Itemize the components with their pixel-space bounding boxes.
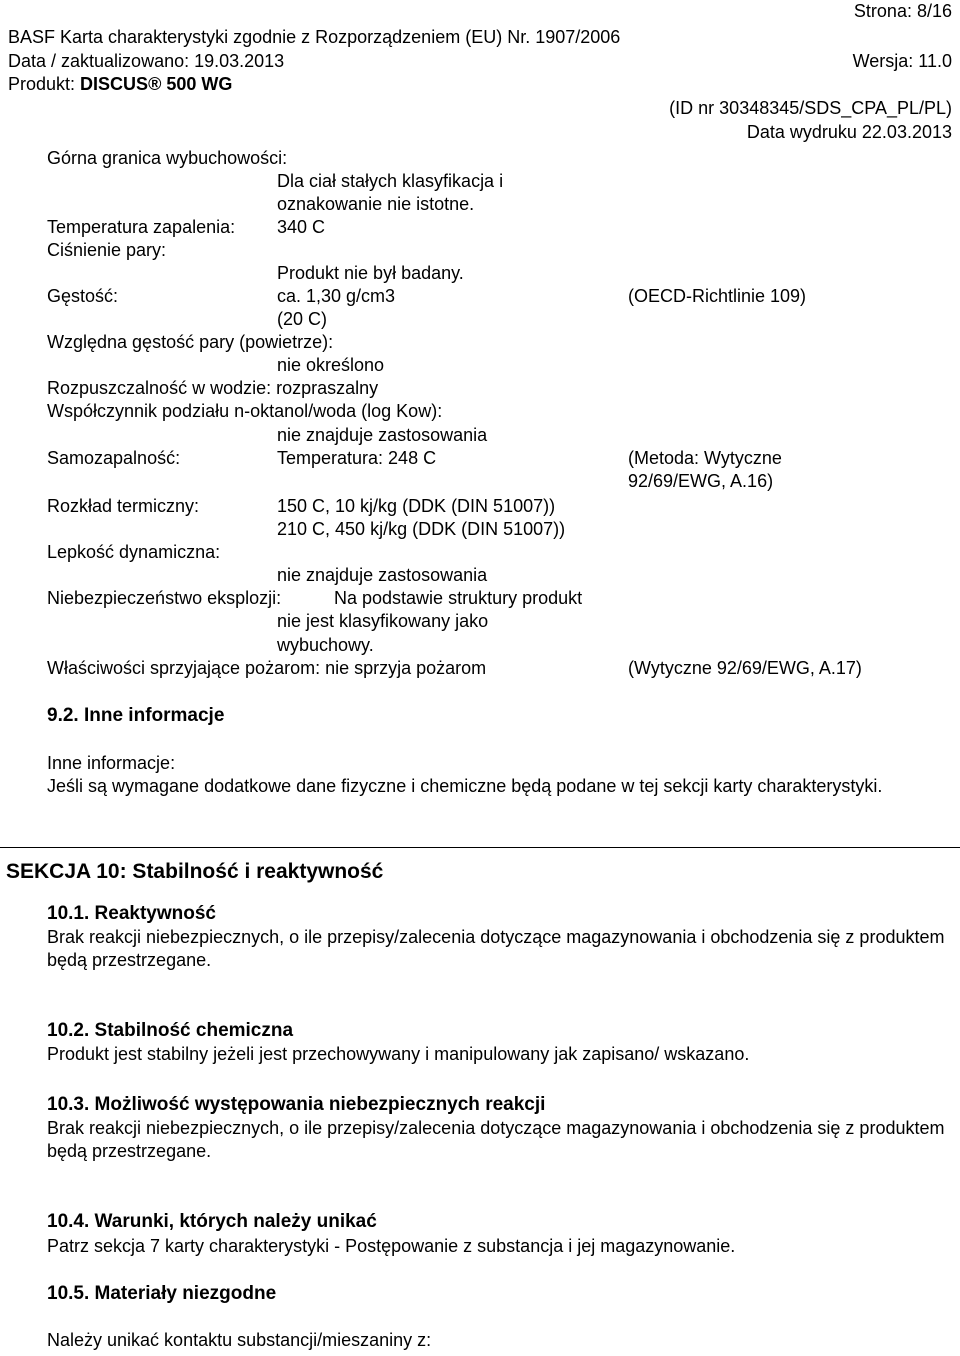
conditions-to-avoid-text: Patrz sekcja 7 karty charakterystyki - Postępowanie z substancja i jej magazynowanie. xyxy=(47,1236,736,1256)
product-line xyxy=(8,73,232,96)
density-value: ca. 1,30 g/cm3 xyxy=(277,286,396,306)
fire-properties-label: Właściwości sprzyjające pożarom: xyxy=(47,658,321,678)
conditions-to-avoid-heading: 10.4. Warunki, których należy unikać xyxy=(47,1211,377,1232)
print-date: Data wydruku 22.03.2013 xyxy=(746,122,952,142)
thermal-decomposition-value-1: 150 C, 10 kj/kg (DDK (DIN 51007)) xyxy=(277,496,556,516)
revision-date: Data / zaktualizowano: 19.03.2013 xyxy=(8,51,285,71)
self-ignition-label: Samozapalność: xyxy=(47,448,181,468)
document-id: (ID nr 30348345/SDS_CPA_PL/PL) xyxy=(669,98,952,118)
thermal-decomposition-label: Rozkład termiczny: xyxy=(47,496,200,516)
registered-mark: ® xyxy=(148,74,162,94)
vapour-pressure-label: Ciśnienie pary: xyxy=(47,240,167,260)
hazardous-reactions-heading: 10.3. Możliwość występowania niebezpiecznych reakcji xyxy=(47,1094,546,1115)
relative-vapour-density-value: nie określono xyxy=(277,355,385,375)
document-title: BASF Karta charakterystyki zgodnie z Rozporządzeniem (EU) Nr. 1907/2006 xyxy=(8,27,621,47)
chemical-stability-heading: 10.2. Stabilność chemiczna xyxy=(47,1020,294,1041)
product-name: DISCUS xyxy=(80,74,149,94)
incompatible-materials-heading: 10.5. Materiały niezgodne xyxy=(47,1283,277,1304)
product-suffix: 500 WG xyxy=(161,74,233,94)
other-info-text: Jeśli są wymagane dodatkowe dane fizyczne i chemiczne będą podane w tej sekcji karty charakterystyki. xyxy=(47,776,883,796)
chemical-stability-text: Produkt jest stabilny jeżeli jest przechowywany i manipulowany jak zapisano/ wskazano. xyxy=(47,1044,750,1064)
incompatible-materials-text: Należy unikać kontaktu substancji/mieszaniny z: xyxy=(47,1330,432,1350)
self-ignition-method-1: (Metoda: Wytyczne xyxy=(628,448,782,468)
section-10-heading: SEKCJA 10: Stabilność i reaktywność xyxy=(6,860,384,883)
partition-coefficient-value: nie znajduje zastosowania xyxy=(277,425,488,445)
solubility-line xyxy=(47,377,378,400)
explosion-hazard-value-3: wybuchowy. xyxy=(277,635,374,655)
explosion-hazard-value-2: nie jest klasyfikowany jako xyxy=(277,611,489,631)
page-number: Strona: 8/16 xyxy=(853,1,952,21)
fire-properties-method: (Wytyczne 92/69/EWG, A.17) xyxy=(628,658,862,678)
partition-coefficient-label: Współczynnik podziału n-oktanol/woda (log Kow): xyxy=(47,401,443,421)
reactivity-heading: 10.1. Reaktywność xyxy=(47,903,216,924)
reactivity-text: Brak reakcji niebezpiecznych, o ile przepisy/zalecenia dotyczące magazynowania i obchodzenia się z produktem będą przestrzegane. xyxy=(47,927,945,970)
explosion-hazard-label: Niebezpieczeństwo eksplozji: xyxy=(47,588,282,608)
product-prefix: Produkt: xyxy=(8,74,81,94)
flash-point-value: 340 C xyxy=(277,217,326,237)
hazardous-reactions-text: Brak reakcji niebezpiecznych, o ile przepisy/zalecenia dotyczące magazynowania i obchodzenia się z produktem będą przestrzegane. xyxy=(47,1118,945,1161)
upper-explosion-value-2: oznakowanie nie istotne. xyxy=(277,194,475,214)
section-divider xyxy=(0,847,960,848)
viscosity-label: Lepkość dynamiczna: xyxy=(47,542,221,562)
solubility-label: Rozpuszczalność w wodzie: xyxy=(47,378,272,398)
upper-explosion-value-1: Dla ciał stałych klasyfikacja i xyxy=(277,171,504,191)
thermal-decomposition-value-2: 210 C, 450 kj/kg (DDK (DIN 51007)) xyxy=(277,519,566,539)
fire-properties-line xyxy=(47,657,486,680)
self-ignition-method-2: 92/69/EWG, A.16) xyxy=(628,471,774,491)
relative-vapour-density-label: Względna gęstość pary (powietrze): xyxy=(47,332,334,352)
viscosity-value: nie znajduje zastosowania xyxy=(277,565,488,585)
version: Wersja: 11.0 xyxy=(852,51,952,71)
explosion-hazard-value-1: Na podstawie struktury produkt xyxy=(334,588,583,608)
other-info-label: Inne informacje: xyxy=(47,753,176,773)
vapour-pressure-value: Produkt nie był badany. xyxy=(277,263,464,283)
solubility-value: rozpraszalny xyxy=(276,378,379,398)
fire-properties-value: nie sprzyja pożarom xyxy=(325,658,487,678)
other-info-heading: 9.2. Inne informacje xyxy=(47,705,225,726)
self-ignition-value: Temperatura: 248 C xyxy=(277,448,437,468)
density-label: Gęstość: xyxy=(47,286,119,306)
density-temperature: (20 C) xyxy=(277,309,328,329)
density-method: (OECD-Richtlinie 109) xyxy=(628,286,807,306)
flash-point-label: Temperatura zapalenia: xyxy=(47,217,236,237)
upper-explosion-label: Górna granica wybuchowości: xyxy=(47,148,288,168)
